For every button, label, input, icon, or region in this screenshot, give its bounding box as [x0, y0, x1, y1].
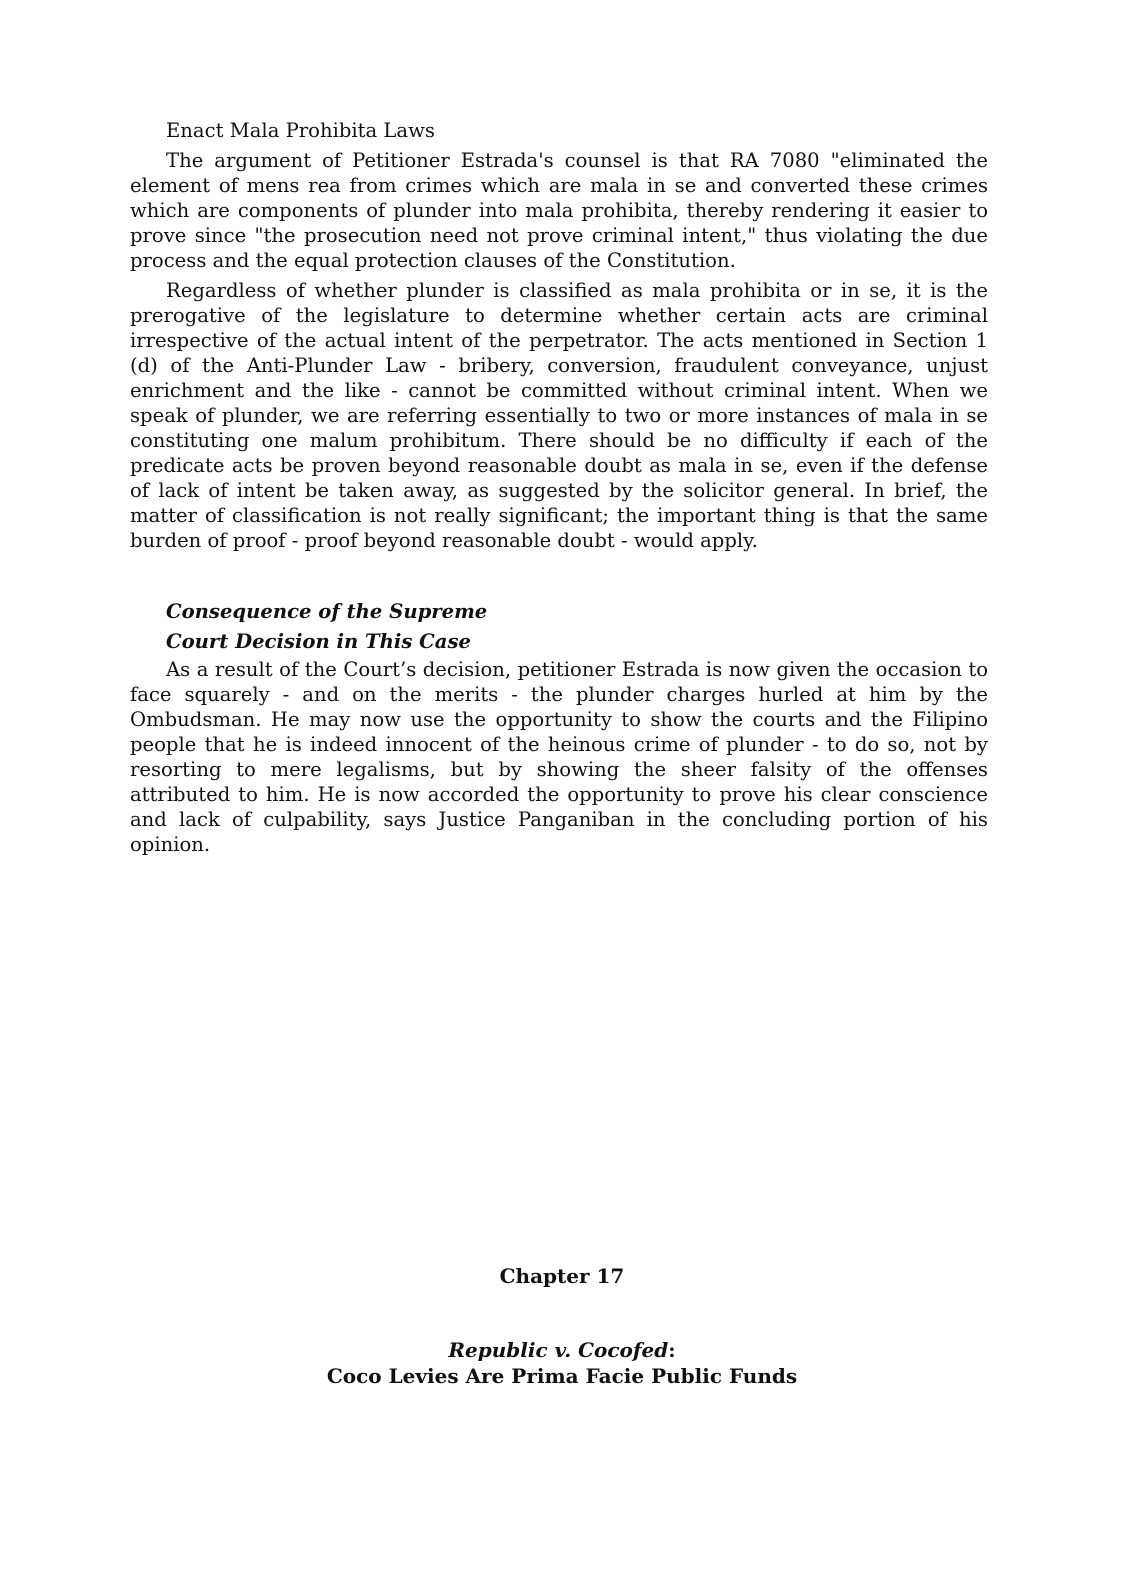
chapter-title-colon: :: [668, 1338, 676, 1362]
page-body: [130, 118, 988, 857]
chapter-title-line-1: [0, 1337, 1124, 1363]
chapter-title: [0, 1337, 1124, 1389]
chapter-title-italic: Republic v. Cocofed: [448, 1338, 669, 1362]
chapter-subtitle: Coco Levies Are Prima Facie Public Funds: [326, 1364, 798, 1388]
paragraph-1: The argument of Petitioner Estrada's counsel is that RA 7080 "eliminated the element of mens rea from crimes which are mala in se and converted these crimes which are components of plunder into mala prohibita, thereby rendering it easier to prove since "the prosecution need not prove criminal intent," thus violating the due process and the equal protection clauses of the Constitution.: [130, 149, 988, 272]
paragraph-3: As a result of the Court’s decision, petitioner Estrada is now given the occasion to face squarely - and on the merits - the plunder charges hurled at him by the Ombudsman. He may now use the opportunity to show the courts and the Filipino people that he is indeed innocent of the heinous crime of plunder - to do so, not by resorting to mere legalisms, but by showing the sheer falsity of the offenses attributed to him. He is now accorded the opportunity to prove his clear conscience and lack of culpability, says Justice Panganiban in the concluding portion of his opinion.: [130, 658, 988, 856]
section-heading: [130, 597, 988, 657]
chapter-label: Chapter 17: [499, 1264, 625, 1288]
subheading: Enact Mala Prohibita Laws: [166, 119, 435, 142]
section-heading-line-2: Court Decision in This Case: [166, 630, 471, 653]
section-heading-line-1: Consequence of the Supreme: [166, 600, 488, 623]
paragraph-2: Regardless of whether plunder is classified as mala prohibita or in se, it is the prerogative of the legislature to determine whether certain acts are criminal irrespective of the actual intent of the perpetrator. The acts mentioned in Section 1 (d) of the Anti-Plunder Law - bribery, conversion, fraudulent conveyance, unjust enrichment and the like - cannot be committed without criminal intent. When we speak of plunder, we are referring essentially to two or more instances of mala in se constituting one malum prohibitum. There should be no difficulty if each of the predicate acts be proven beyond reasonable doubt as mala in se, even if the defense of lack of intent be taken away, as suggested by the solicitor general. In brief, the matter of classification is not really significant; the important thing is that the same burden of proof - proof beyond reasonable doubt - would apply.: [130, 279, 988, 552]
